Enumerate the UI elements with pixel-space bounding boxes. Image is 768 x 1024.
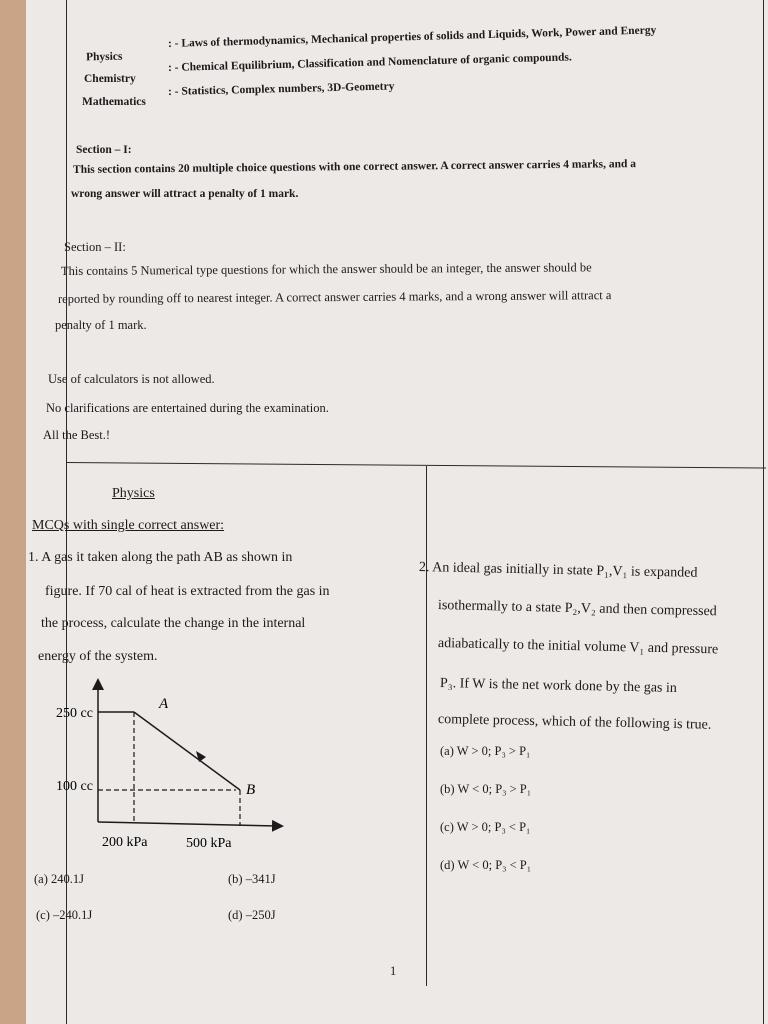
q2-option-c: (c) W > 0; P₃ < P₁ bbox=[440, 820, 531, 834]
q1-option-a: (a) 240.1J bbox=[34, 872, 84, 886]
point-b-label: B bbox=[246, 782, 256, 798]
section2-heading: Section – II: bbox=[64, 240, 126, 254]
section1-line-2: wrong answer will attract a penalty of 1 mark. bbox=[71, 188, 299, 200]
pv-path-ab bbox=[134, 712, 240, 790]
y-bottom-label: 100 cc bbox=[56, 779, 93, 794]
note-clarifications: No clarifications are entertained during the examination. bbox=[46, 401, 329, 415]
page-border-left bbox=[66, 0, 67, 1024]
pv-path-arrow bbox=[196, 751, 206, 762]
q1-option-b: (b) –341J bbox=[228, 872, 276, 886]
q1-line-3: the process, calculate the change in the internal bbox=[41, 616, 306, 631]
q2-line-4: P₃. If W is the net work done by the gas in bbox=[439, 676, 678, 696]
pv-diagram bbox=[56, 672, 296, 852]
syllabus-chemistry-subject: Chemistry bbox=[84, 73, 136, 85]
x-right-label: 500 kPa bbox=[186, 836, 232, 851]
column-divider bbox=[426, 466, 427, 986]
q1-line-4: energy of the system. bbox=[38, 649, 158, 664]
note-calculators: Use of calculators is not allowed. bbox=[48, 372, 215, 386]
physics-section-title: Physics bbox=[112, 486, 155, 501]
section2-line-3: penalty of 1 mark. bbox=[55, 318, 147, 332]
q2-option-d: (d) W < 0; P₃ < P₁ bbox=[440, 858, 532, 872]
q2-line-5: complete process, which of the following is true. bbox=[437, 712, 712, 733]
q2-line-3: adiabatically to the initial volume V₁ and pressure bbox=[437, 636, 719, 658]
page-number: 1 bbox=[390, 964, 397, 978]
q2-option-b: (b) W < 0; P₃ > P₁ bbox=[440, 782, 532, 796]
syllabus-chemistry-topics: : - Chemical Equilibrium, Classification and Nomenclature of organic compounds. bbox=[167, 51, 572, 74]
syllabus-physics-topics: : - Laws of thermodynamics, Mechanical properties of solids and Liquids, Work, Power and Energy bbox=[167, 24, 657, 50]
x-left-label: 200 kPa bbox=[102, 835, 148, 850]
exam-paper bbox=[26, 0, 768, 1024]
q1-line-2: figure. If 70 cal of heat is extracted from the gas in bbox=[45, 584, 330, 599]
section1-heading: Section – I: bbox=[76, 144, 132, 156]
point-a-label: A bbox=[159, 696, 169, 712]
q1-option-c: (c) –240.1J bbox=[36, 908, 93, 922]
section2-line-1: This contains 5 Numerical type questions for which the answer should be an integer, the answer should be bbox=[60, 260, 592, 278]
page-border-right bbox=[763, 0, 764, 1024]
syllabus-mathematics-topics: : - Statistics, Complex numbers, 3D-Geometry bbox=[167, 80, 395, 98]
note-all-the-best: All the Best.! bbox=[43, 428, 111, 442]
q2-line-2: isothermally to a state P₂,V₂ and then compressed bbox=[437, 598, 717, 620]
q2-option-a: (a) W > 0; P₃ > P₁ bbox=[440, 744, 531, 758]
instructions-divider bbox=[66, 462, 766, 468]
q2-line-1: 2. An ideal gas initially in state P₁,V₁ is expanded bbox=[418, 560, 698, 581]
q1-line-1: 1. A gas it taken along the path AB as shown in bbox=[28, 550, 293, 565]
syllabus-mathematics-subject: Mathematics bbox=[82, 96, 146, 108]
section1-line-1: This section contains 20 multiple choice questions with one correct answer. A correct answer carries 4 marks, and a bbox=[72, 158, 637, 176]
y-top-label: 250 cc bbox=[56, 706, 93, 721]
section2-line-2: reported by rounding off to nearest integer. A correct answer carries 4 marks, and a wrong answer will attract a bbox=[57, 288, 612, 306]
pv-x-axis bbox=[98, 822, 278, 826]
syllabus-physics-subject: Physics bbox=[85, 50, 123, 64]
q1-option-d: (d) –250J bbox=[228, 908, 276, 922]
mcq-title: MCQs with single correct answer: bbox=[32, 518, 225, 533]
